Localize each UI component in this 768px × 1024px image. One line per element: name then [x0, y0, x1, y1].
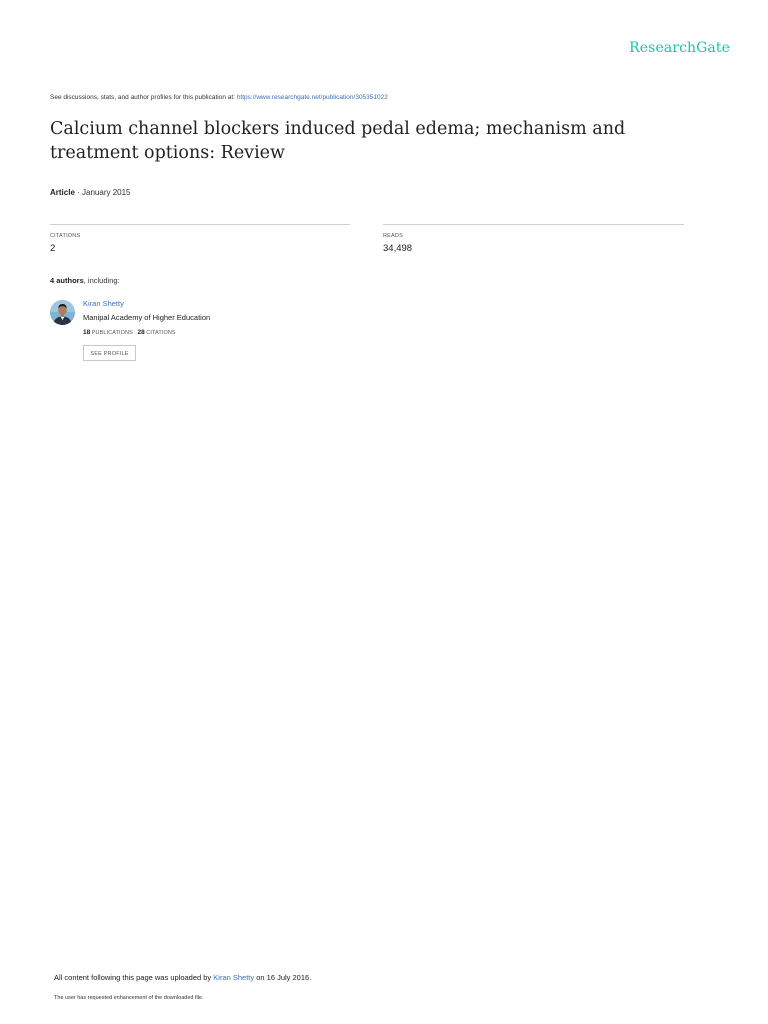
- avatar[interactable]: [50, 300, 75, 325]
- publication-type: Article: [50, 188, 75, 197]
- author-publications-count: 18: [83, 329, 91, 336]
- citations-value: 2: [50, 243, 56, 254]
- meta-separator: ·: [74, 188, 83, 197]
- source-line: [50, 94, 388, 101]
- upload-suffix: on 16 July 2016.: [256, 973, 312, 982]
- researchgate-logo[interactable]: ResearchGate: [629, 40, 730, 56]
- authors-heading: [50, 276, 120, 285]
- reads-stat: [383, 224, 684, 254]
- avatar-photo-icon: [50, 300, 75, 325]
- author-citations-count: 28: [137, 329, 145, 336]
- reads-value: 34,498: [383, 243, 413, 254]
- publication-date: January 2015: [82, 188, 131, 197]
- authors-count: 4 authors: [50, 276, 84, 285]
- author-card: [50, 298, 350, 368]
- enhancement-note: The user has requested enhancement of the downloaded file.: [54, 995, 204, 1001]
- author-citations-label: CITATIONS: [146, 330, 176, 336]
- upload-prefix: All content following this page was uploaded by: [54, 973, 212, 982]
- upload-notice: [54, 973, 311, 982]
- publication-url-link[interactable]: https://www.researchgate.net/publication/305351022: [236, 94, 388, 101]
- author-name-link[interactable]: Kiran Shetty: [83, 299, 124, 308]
- publication-meta: [50, 188, 131, 197]
- see-profile-button[interactable]: SEE PROFILE: [83, 345, 136, 361]
- author-institution: Manipal Academy of Higher Education: [83, 313, 211, 322]
- author-publications-label: PUBLICATIONS: [91, 330, 133, 336]
- citations-label: CITATIONS: [50, 233, 81, 239]
- uploader-link[interactable]: Kiran Shetty: [213, 973, 255, 982]
- reads-label: READS: [383, 233, 403, 239]
- author-stats: [83, 329, 176, 336]
- authors-suffix: , including:: [83, 276, 120, 285]
- source-line-prefix: See discussions, stats, and author profiles for this publication at:: [50, 94, 235, 101]
- citations-stat: [50, 224, 350, 254]
- publication-title: Calcium channel blockers induced pedal edema; mechanism and treatment options: Review: [50, 119, 626, 163]
